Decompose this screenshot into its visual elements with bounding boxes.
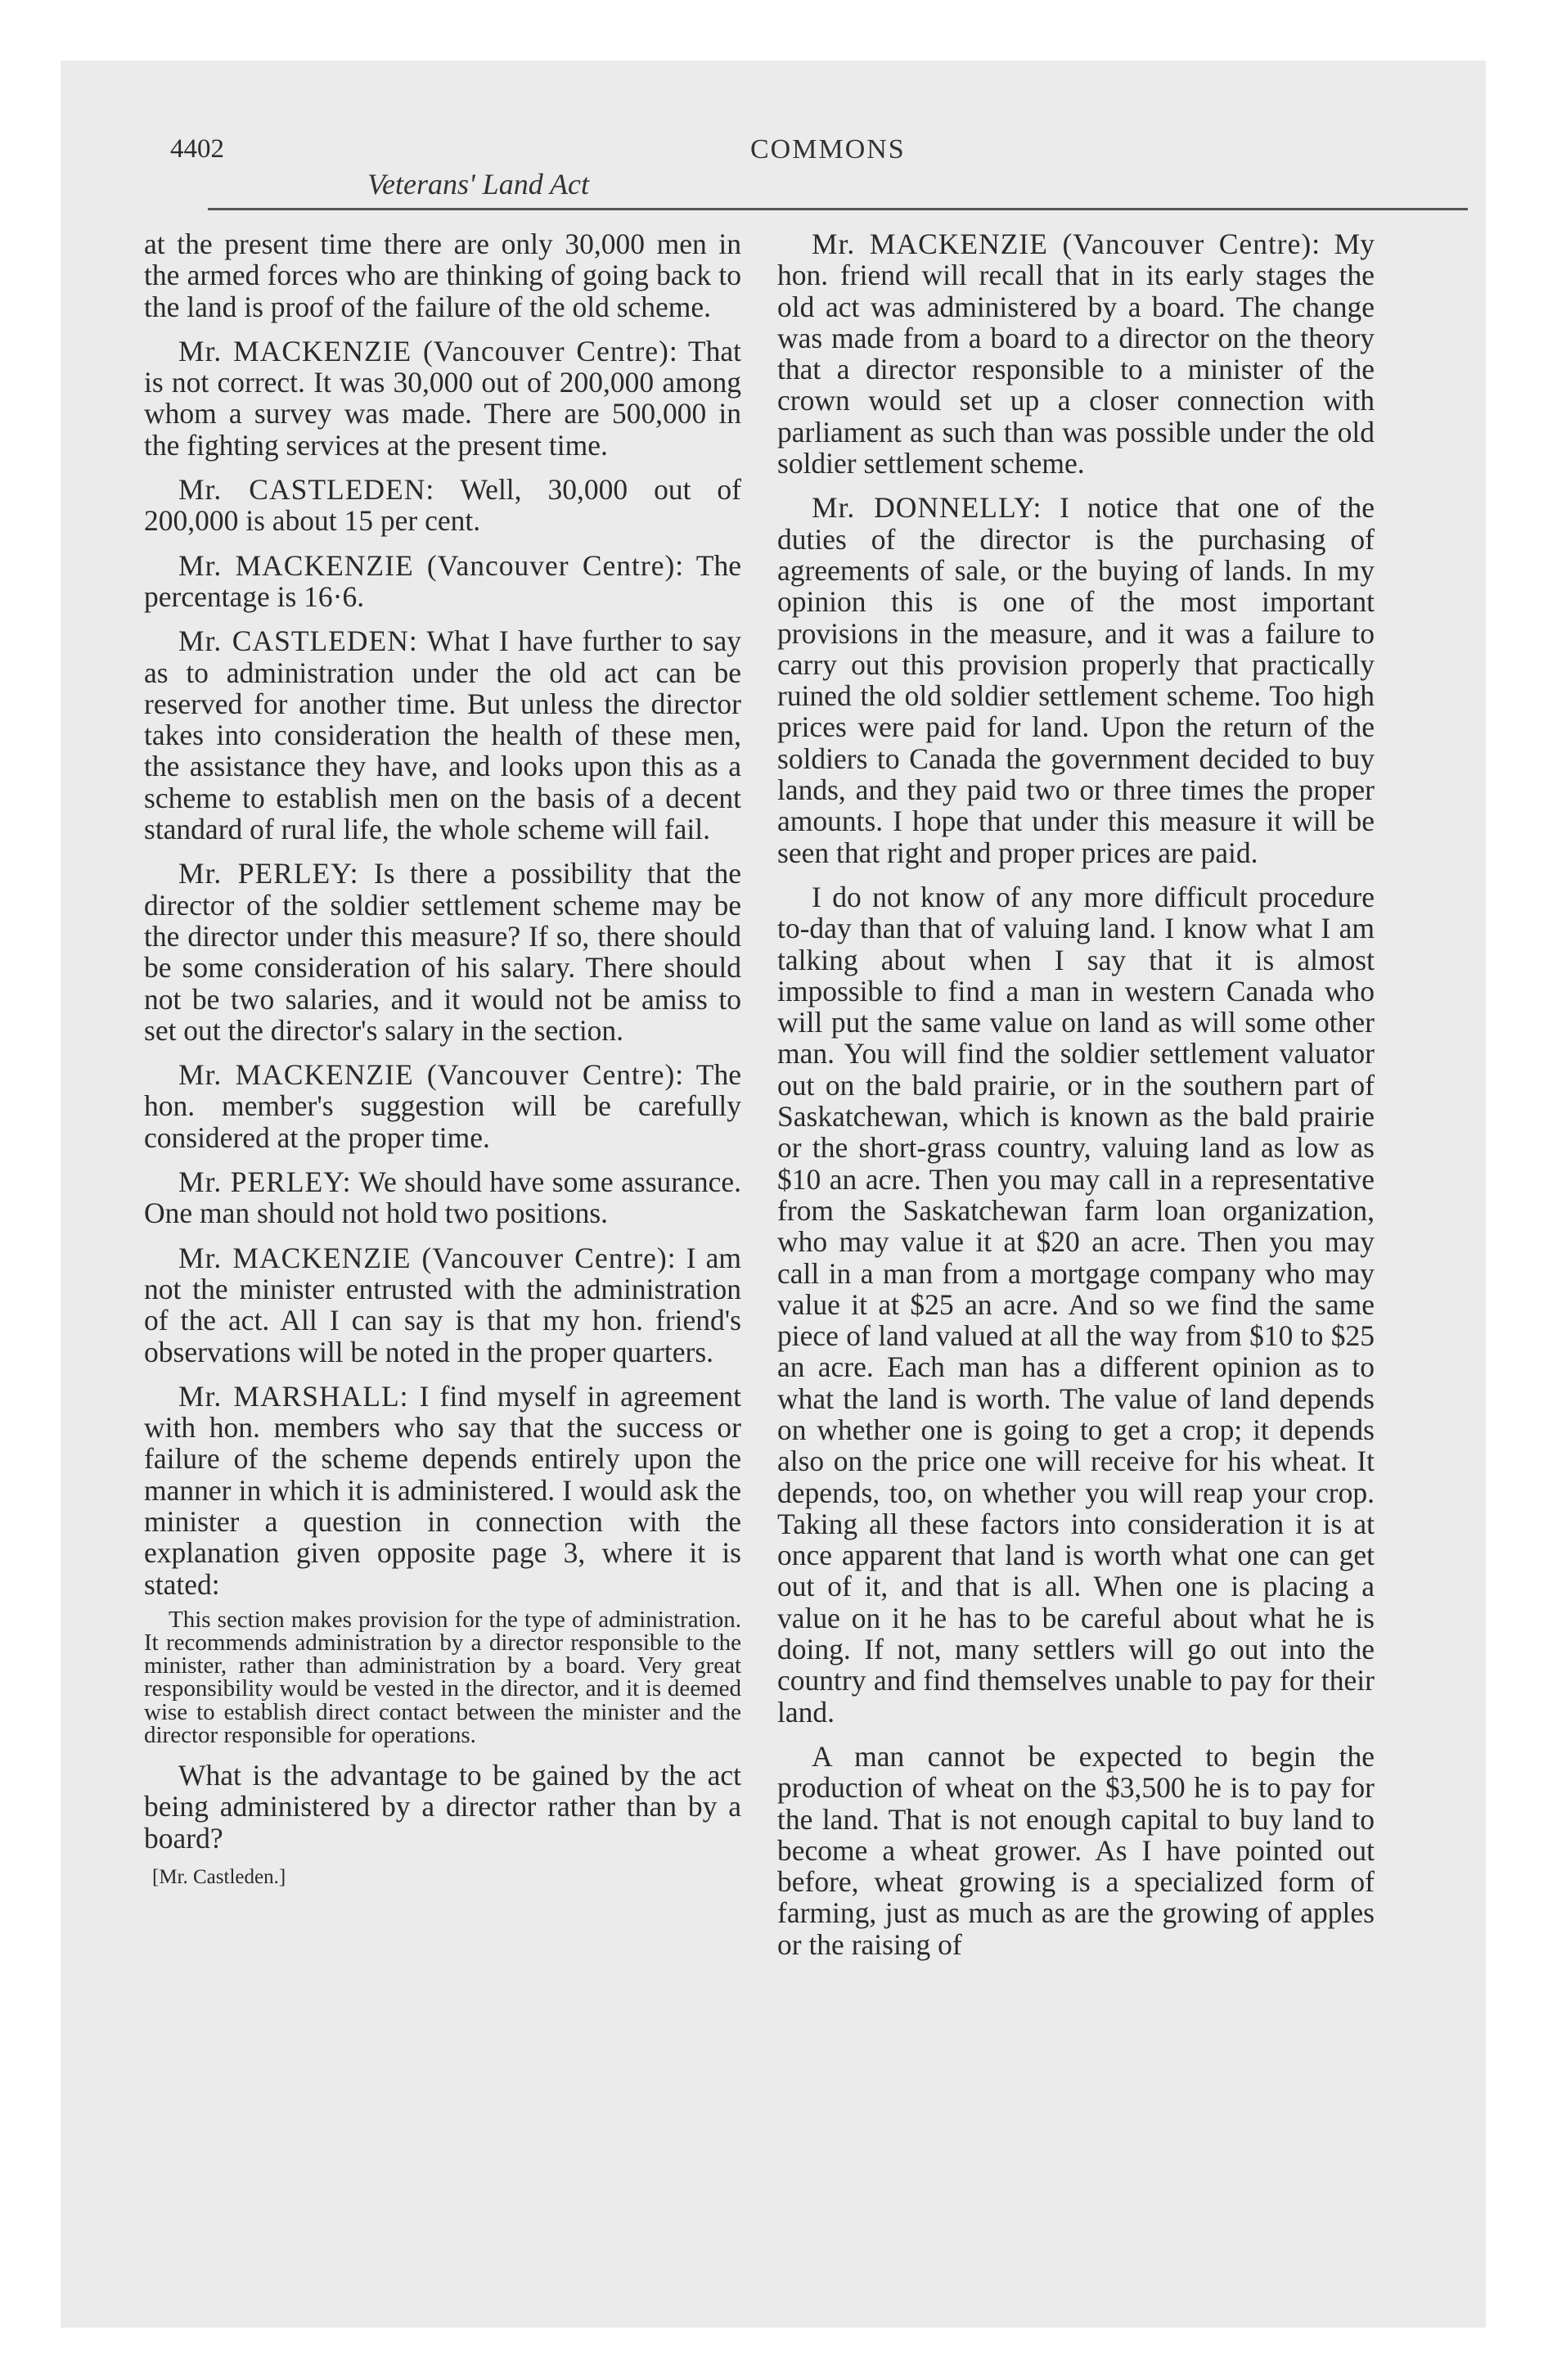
paragraph: A man cannot be expected to begin the production of wheat on the $3,500 he is to pay for the land. That is not enough capital to buy land to become a wheat grower. As I have pointed out before, wheat growing is a specialized form of farming, just as much as are the growing of apples or the raising of [777, 1739, 1375, 1961]
paragraph: I do not know of any more difficult procedure to-day than that of valuing land. I know what I am talking about when I say that it is almost impossible to find a man in western Canada who will put the same value on land as will some other man. You will find the soldier settlement valuator out on the bald prairie, or in the southern part of Saskatchewan, which is known as the bald prairie or the short-grass country, valuing land as low as $10 an acre. Then you may call in a representative from the Saskatchewan farm loan organization, who may value it at $20 an acre. Then you may call in a man from a mortgage company who may value it at $25 an acre. And so we find the same piece of land valued at all the way from $10 to $25 an acre. Each man has a different opinion as to what the land is worth. The value of land depends on whether one is going to get a crop; it depends also on the price one will receive for his wheat. It depends, too, on whether you will reap your crop. Taking all these factors into consideration it is at once apparent that land is worth what one can get out of it, and that is all. When one is placing a value on it he has to be careful about what he is doing. If not, many settlers will go out into the country and find themselves unable to pay for their land. [777, 880, 1375, 1729]
paragraph [144, 550, 741, 613]
speaker-name: Mr. CASTLEDEN: [178, 624, 418, 658]
page-sheet [61, 61, 1486, 2328]
speaker-name: Mr. CASTLEDEN: [178, 473, 435, 507]
speech-text: Well, 30,000 out of 200,000 is about 15 per cent. [144, 473, 741, 538]
left-column [144, 228, 741, 1893]
paragraph [144, 1059, 741, 1153]
paragraph: at the present time there are only 30,000 men in the armed forces who are thinking of going back to the land is proof of the failure of the old scheme. [144, 228, 741, 323]
speech-text: The hon. member's suggestion will be carefully considered at the proper time. [144, 1058, 741, 1154]
speech-text: What I have further to say as to administration under the old act can be reserved for another time. But unless the director takes into consideration the health of these men, the assistance they have, and looks upon this as a scheme to establish men on the basis of a decent standard of rural life, the whole scheme will fail. [144, 624, 741, 846]
speaker-name: Mr. PERLEY: [178, 857, 359, 890]
paragraph [144, 336, 741, 461]
speech-text: I notice that one of the duties of the director is the purchasing of agreements of sale, or the buying of lands. In my opinion this is one of the most important provisions in the measure, and it was a failure to carry out this provision properly that practically ruined the old soldier settlement scheme. Too high prices were paid for land. Upon the return of the soldiers to Canada the government decided to buy lands, and they paid two or three times the proper amounts. I hope that under this measure it will be seen that right and proper prices are paid. [777, 491, 1375, 869]
attribution: [Mr. Castleden.] [152, 1865, 286, 1888]
speaker-name: Mr. MACKENZIE (Vancouver Centre): [178, 1058, 685, 1092]
speech-text: I find myself in agreement with hon. members who say that the success or failure of the scheme depends entirely upon the manner in which it is administered. I would ask the minister a question in connection with the explanation given opposite page 3, where it is stated: [144, 1379, 741, 1601]
paragraph [144, 474, 741, 537]
house-title: COMMONS [750, 134, 906, 165]
speech-text: That is not correct. It was 30,000 out of 200,000 among whom a survey was made. There are 500,000 in the fighting services at the present time. [144, 334, 741, 462]
page-header [61, 61, 1486, 224]
paragraph [144, 858, 741, 1046]
speech-text: Is there a possibility that the director of the soldier settlement scheme may be the director under this measure? If so, there should be some consideration of his salary. There should not be two salaries, and it would not be amiss to set out the director's salary in the section. [144, 857, 741, 1047]
speech-text: The percentage is 16·6. [144, 548, 741, 613]
block-quote: This section makes provision for the type of administration. It recommends administration by a director responsible to the minister, rather than administration by a board. Very great responsibility would be vested in the director, and it is deemed wise to establish direct contact between the minister and the director responsible for operations. [144, 1606, 741, 1748]
right-column [777, 228, 1375, 1973]
speech-text: I am not the minister entrusted with the administration of the act. All I can say is that my hon. friend's observations will be noted in the proper quarters. [144, 1241, 741, 1368]
speaker-name: Mr. MACKENZIE (Vancouver Centre): [812, 228, 1321, 260]
paragraph [777, 228, 1375, 479]
speech-text: We should have some assurance. One man should not hold two positions. [144, 1165, 741, 1230]
speaker-name: Mr. DONNELLY: [812, 491, 1042, 525]
page-number: 4402 [170, 134, 224, 164]
paragraph [144, 1166, 741, 1229]
paragraph [144, 1242, 741, 1368]
paragraph [777, 492, 1375, 868]
speaker-name: Mr. PERLEY: [178, 1165, 352, 1199]
running-title: Veterans' Land Act [367, 168, 590, 201]
speaker-name: Mr. MACKENZIE (Vancouver Centre): [178, 548, 685, 582]
paragraph [144, 625, 741, 845]
header-rule [208, 208, 1468, 210]
speaker-name: Mr. MARSHALL: [178, 1379, 409, 1413]
paragraph [144, 1381, 741, 1600]
paragraph: What is the advantage to be gained by the act being administered by a director rather than by a board? [144, 1759, 741, 1855]
speaker-name: Mr. MACKENZIE (Vancouver Centre): [178, 334, 678, 367]
speaker-name: Mr. MACKENZIE (Vancouver Centre): [178, 1241, 677, 1274]
speech-text: My hon. friend will recall that in its early stages the old act was administered by a board. The change was made from a board to a director on the theory that a director responsible to a minister of the crown would set up a closer connection with parliament as such than was possible under the old soldier settlement scheme. [777, 228, 1375, 480]
